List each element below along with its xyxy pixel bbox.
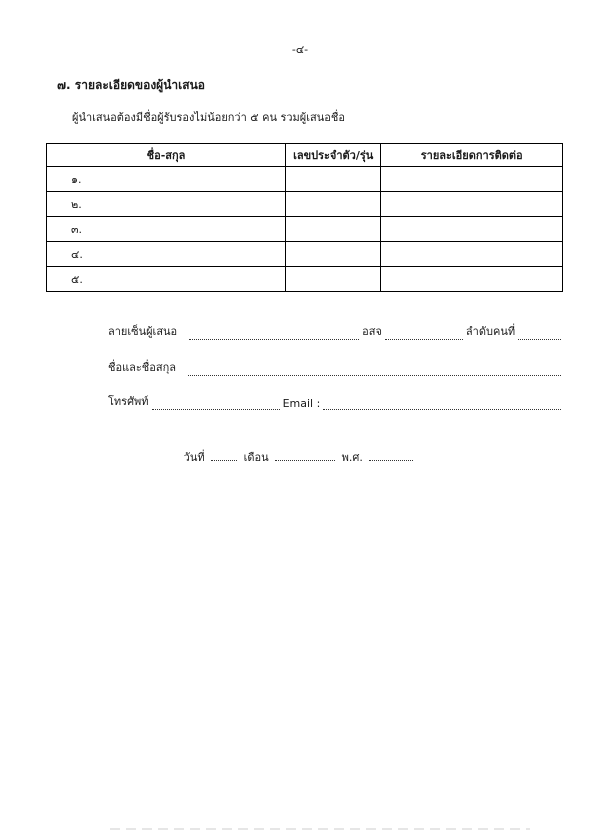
page-number: -๔- (291, 43, 309, 56)
day-label: วันที่ (183, 451, 205, 464)
order-field[interactable] (518, 329, 561, 340)
contact-cell[interactable] (381, 267, 563, 292)
row-number: ๔. (47, 242, 286, 267)
table-row (47, 267, 563, 292)
section-title: ๗. รายละเอียดของผู้นำเสนอ (57, 78, 205, 92)
phone-field[interactable] (152, 399, 280, 410)
email-label: Email : (282, 397, 321, 410)
member-field[interactable] (385, 329, 463, 340)
order-label: ลำดับคนที่ (465, 325, 516, 338)
year-field[interactable] (369, 450, 413, 461)
row-number: ๑. (47, 167, 286, 192)
table-row (47, 242, 563, 267)
table-header-row (47, 144, 563, 167)
year-label: พ.ศ. (341, 451, 363, 464)
footer-divider (110, 828, 530, 830)
id-cell[interactable] (286, 217, 381, 242)
row-number: ๕. (47, 267, 286, 292)
table-row (47, 217, 563, 242)
id-cell[interactable] (286, 167, 381, 192)
month-label: เดือน (243, 451, 269, 464)
contact-cell[interactable] (381, 242, 563, 267)
email-field[interactable] (323, 399, 561, 410)
header-id: เลขประจำตัว/รุ่น (286, 144, 381, 167)
table-row (47, 192, 563, 217)
instruction-text: ผู้นำเสนอต้องมีชื่อผู้รับรองไม่น้อยกว่า ๕ คน รวมผู้เสนอชื่อ (72, 111, 345, 124)
contact-cell[interactable] (381, 192, 563, 217)
contact-cell[interactable] (381, 167, 563, 192)
phone-label: โทรศัพท์ (108, 395, 149, 408)
name-field[interactable] (188, 365, 561, 376)
signature-field[interactable] (189, 329, 359, 340)
contact-cell[interactable] (381, 217, 563, 242)
name-line (108, 358, 564, 376)
month-field[interactable] (275, 450, 335, 461)
row-number: ๓. (47, 217, 286, 242)
header-contact: รายละเอียดการติดต่อ (381, 144, 563, 167)
member-label: อสจ (362, 325, 382, 338)
row-number: ๒. (47, 192, 286, 217)
id-cell[interactable] (286, 192, 381, 217)
name-label: ชื่อและชื่อสกุล (108, 361, 176, 374)
id-cell[interactable] (286, 267, 381, 292)
contact-line (108, 392, 564, 410)
header-name: ชื่อ-สกุล (47, 144, 286, 167)
id-cell[interactable] (286, 242, 381, 267)
table-row (47, 167, 563, 192)
signature-line (108, 322, 564, 340)
signature-label: ลายเซ็นผู้เสนอ (108, 325, 178, 338)
date-line (0, 448, 600, 466)
day-field[interactable] (211, 450, 237, 461)
nominee-table (46, 143, 563, 292)
